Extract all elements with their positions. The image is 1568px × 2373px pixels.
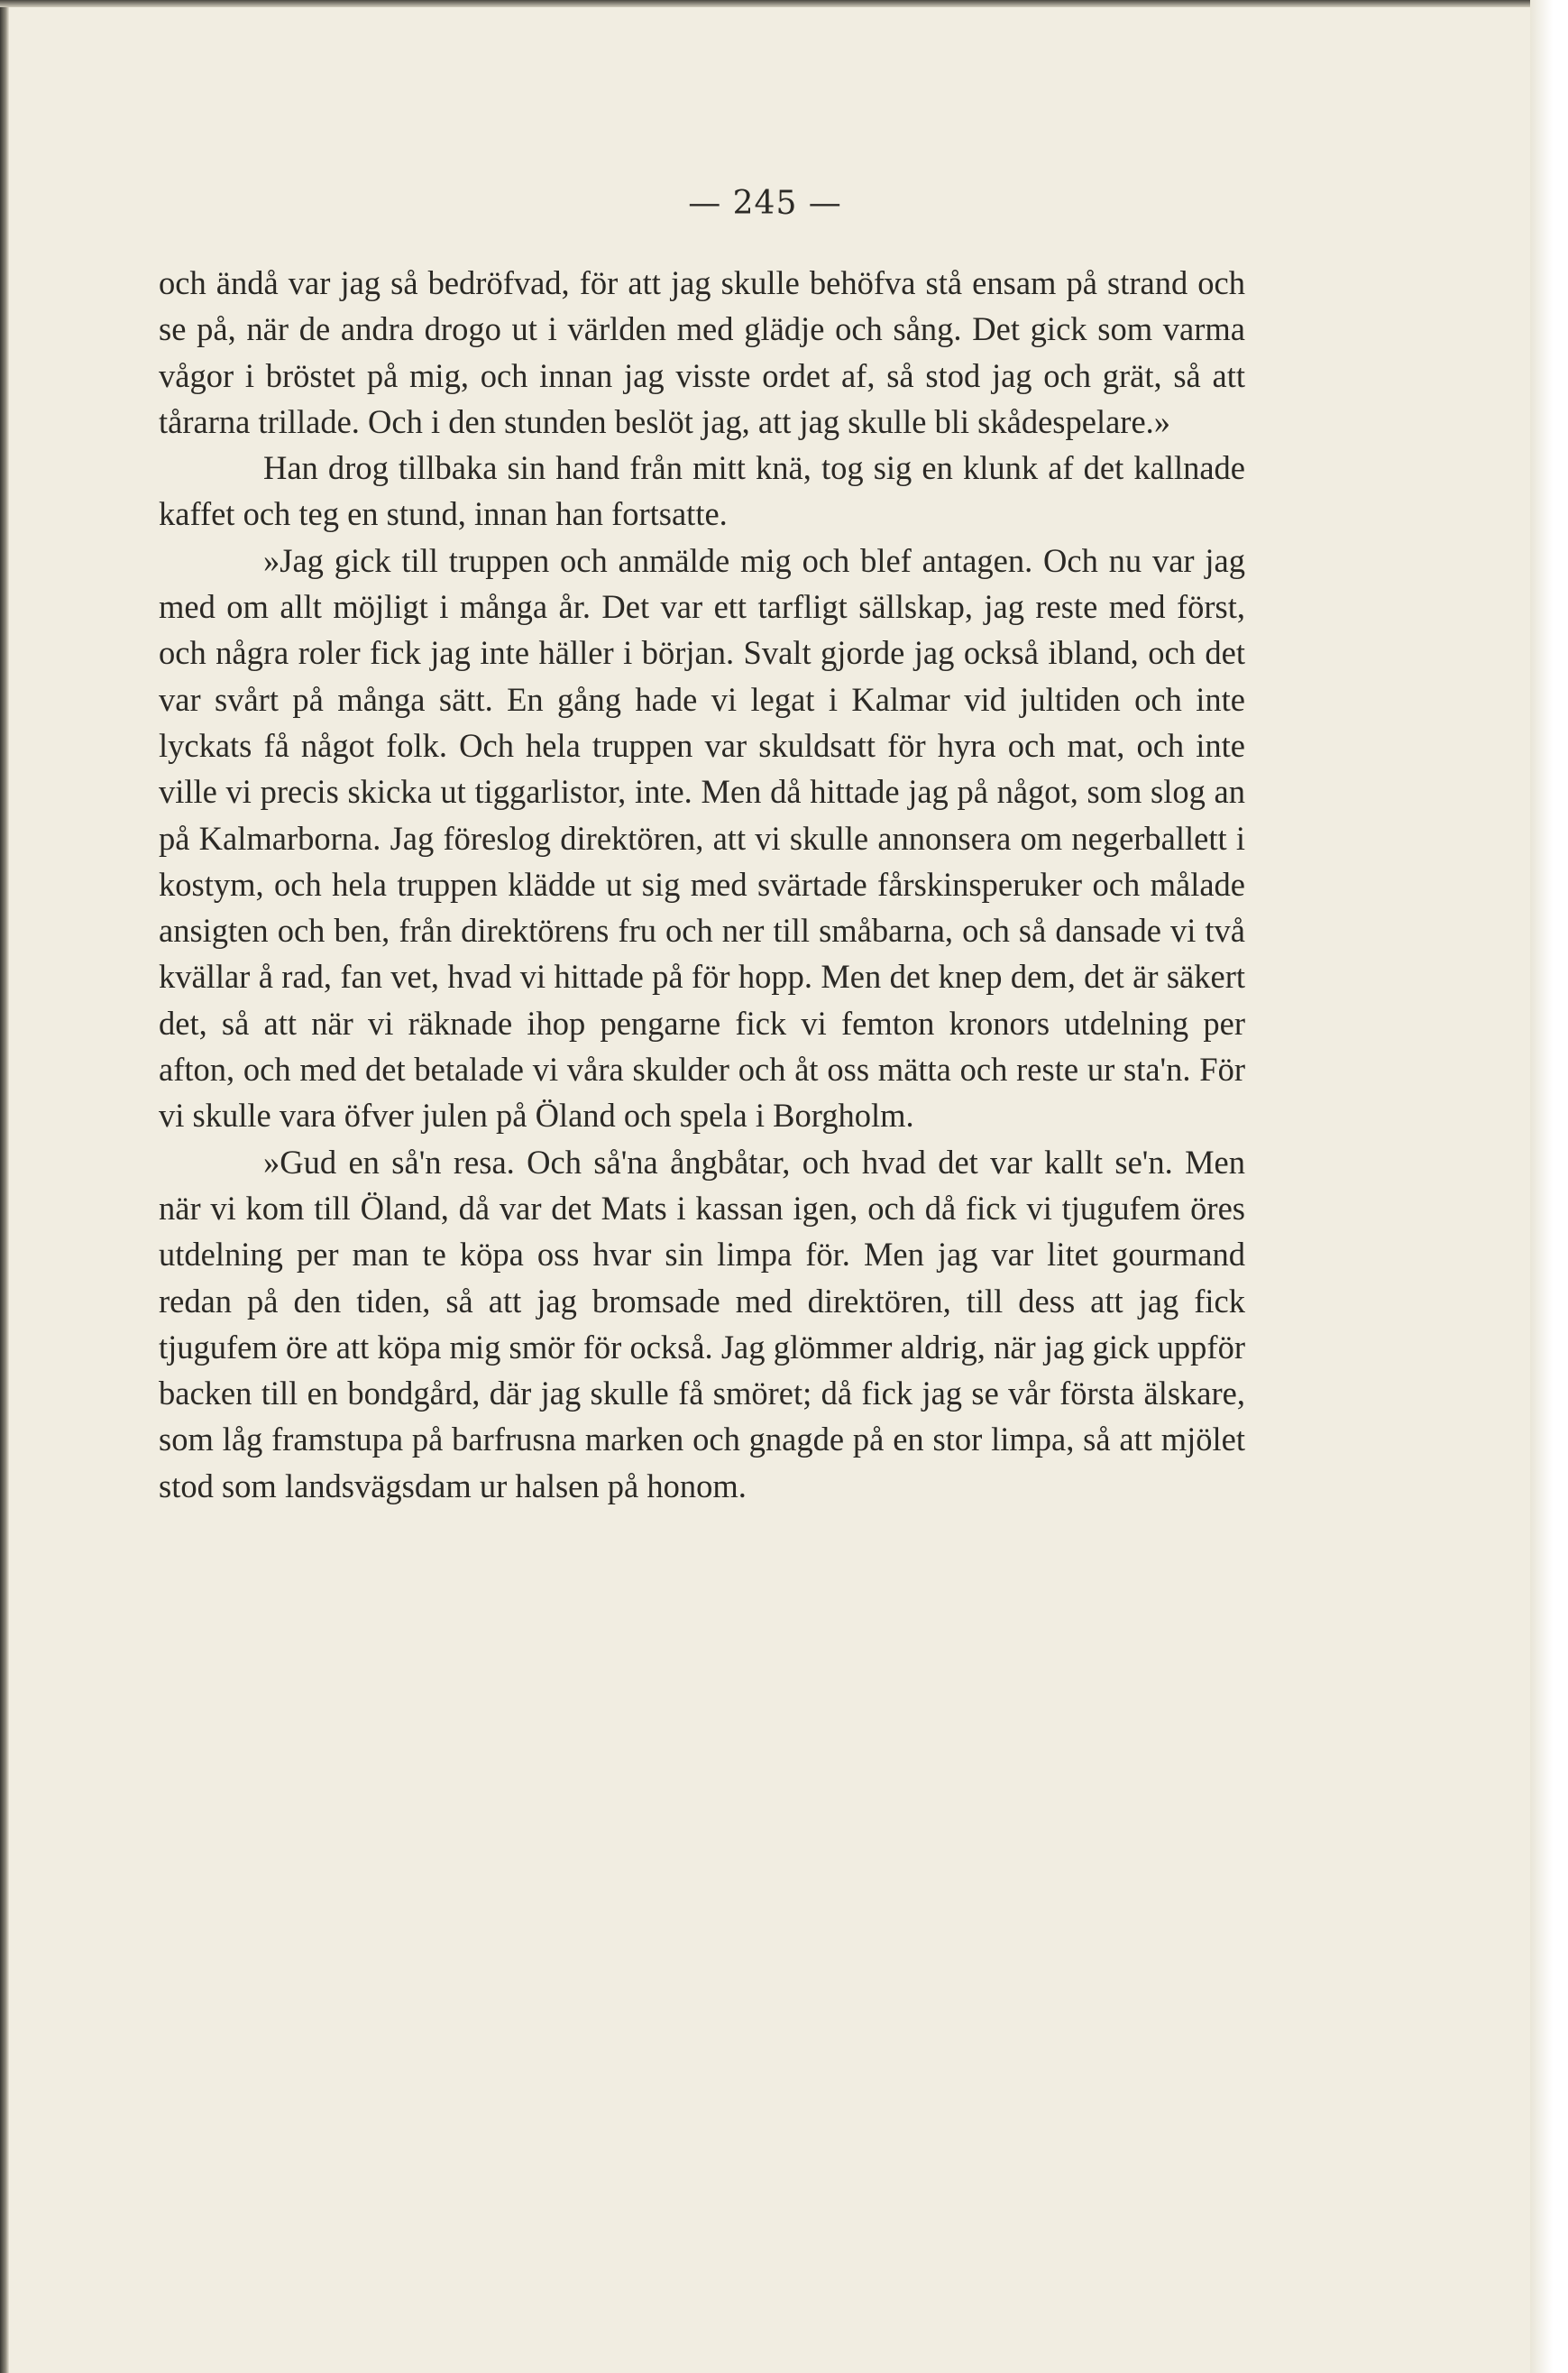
paragraph-2: Han drog tillbaka sin hand från mitt knä, tog sig en klunk af det kallnade kaffet och teg en stund, innan han fortsatte. [159, 449, 1245, 533]
paragraph-1: och ändå var jag så bedröfvad, för att jag skulle behöfva stå ensam på strand och se på, när de andra drogo ut i världen med glädje och sång. Det gick som varma vågor i bröstet på mig, och innan jag visste ordet af, så stod jag och grät, så att tårarna trillade. Och i den stunden beslöt jag, att jag skulle bli skådespelare.» [159, 264, 1245, 440]
paragraph-3: »Jag gick till truppen och anmälde mig och blef antagen. Och nu var jag med om allt möjligt i många år. Det var ett tarfligt sällskap, jag reste med först, och några roler fick jag inte häller i början. Svalt gjorde jag också ibland, och det var svårt på många sätt. En gång hade vi legat i Kalmar vid jultiden och inte lyckats få något folk. Och hela truppen var skuldsatt för hyra och mat, och inte ville vi precis skicka ut tiggarlistor, inte. Men då hittade jag på något, som slog an på Kalmarborna. Jag föreslog direktören, att vi skulle annonsera om negerballett i kostym, och hela truppen klädde ut sig med svärtade fårskinsperuker och målade ansigten och ben, från direktörens fru och ner till småbarna, och så dansade vi två kvällar å rad, fan vet, hvad vi hittade på för hopp. Men det knep dem, det är säkert det, så att när vi räknade ihop pengarne fick vi femton kronors utdelning per afton, och med det betalade vi våra skulder och åt oss mätta och reste ur sta'n. För vi skulle vara öfver julen på Öland och spela i Borgholm. [159, 541, 1245, 1135]
body-text [159, 260, 1245, 1509]
page-number: — 245 — [688, 185, 842, 222]
paragraph-4: »Gud en så'n resa. Och så'na ångbåtar, och hvad det var kallt se'n. Men när vi kom till Öland, då var det Mats i kassan igen, och då fick vi tjugufem öres utdelning per man te köpa oss hvar sin limpa för. Men jag var litet gourmand redan på den tiden, så att jag bromsade med direktören, till dess att jag fick tjugufem öre att köpa mig smör för också. Jag glömmer aldrig, när jag gick uppför backen till en bondgård, där jag skulle få smöret; då fick jag se vår första älskare, som låg framstupa på barfrusna marken och gnagde på en stor limpa, så att mjölet stod som landsvägsdam ur halsen på honom. [159, 1143, 1245, 1504]
page-left-edge [0, 0, 9, 2373]
page-top-edge [0, 0, 1542, 7]
page-right-margin [1530, 0, 1568, 2373]
